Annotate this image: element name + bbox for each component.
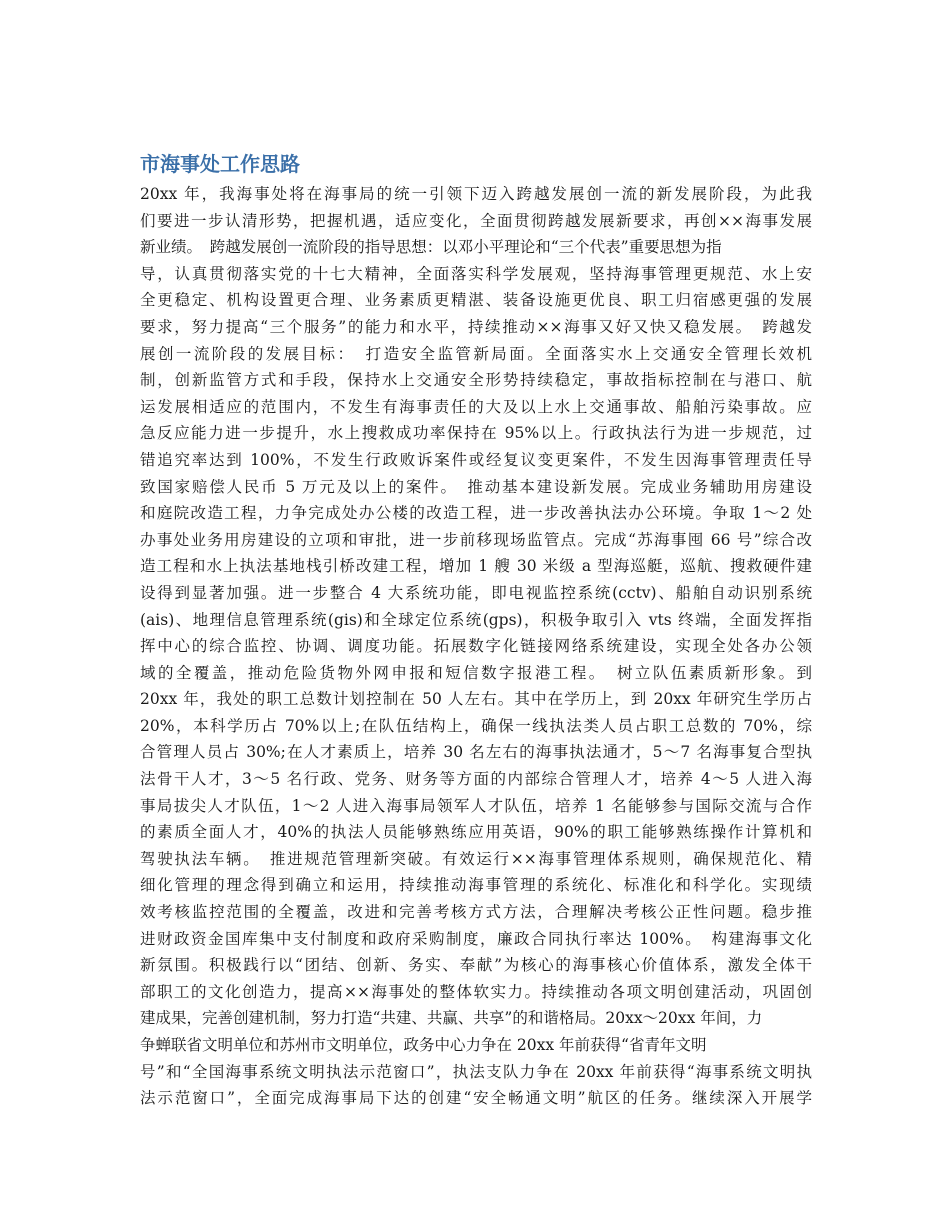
- body-line: 合管理人员占 30%;在人才素质上，培养 30 名左右的海事执法通才，5～7 名海事复合型执: [140, 743, 812, 762]
- body-line: 建成果，完善创建机制，努力打造“共建、共赢、共享”的和谐格局。20xx～20xx 年间，力: [140, 1009, 763, 1028]
- body-line: 事局拔尖人才队伍，1～2 人进入海事局领军人才队伍，培养 1 名能够参与国际交流与合作: [140, 796, 812, 815]
- body-line: 进财政资金国库集中支付制度和政府采购制度，廉政合同执行率达 100%。 构建海事文化: [140, 929, 812, 948]
- body-line: 新业绩。 跨越发展创一流阶段的指导思想：以邓小平理论和“三个代表”重要思想为指: [140, 238, 722, 257]
- body-line: 号”和“全国海事系统文明执法示范窗口”，执法支队力争在 20xx 年前获得“海事系统文明执: [140, 1062, 812, 1081]
- body-line: 的素质全面人才，40%的执法人员能够熟练应用英语，90%的职工能够熟练操作计算机和: [140, 823, 812, 842]
- body-line: 20xx 年，我处的职工总数计划控制在 50 人左右。其中在学历上，到 20xx 年研究生学历占: [140, 690, 812, 709]
- body-line: 造工程和水上执法基地栈引桥改建工程，增加 1 艘 30 米级 a 型海巡艇，巡航、搜救硬件建: [140, 557, 812, 576]
- body-line: 域的全覆盖，推动危险货物外网申报和短信数字报港工程。 树立队伍素质新形象。到: [140, 663, 812, 682]
- body-line: 细化管理的理念得到确立和运用，持续推动海事管理的系统化、标准化和科学化。实现绩: [140, 876, 812, 895]
- body-line: 们要进一步认清形势，把握机遇，适应变化，全面贯彻跨越发展新要求，再创××海事发展: [140, 211, 812, 230]
- body-line: 全更稳定、机构设置更合理、业务素质更精湛、装备设施更优良、职工归宿感更强的发展: [140, 291, 812, 310]
- body-line: 和庭院改造工程，力争完成处办公楼的改造工程，进一步改善执法办公环境。争取 1～2 处: [140, 504, 812, 523]
- body-line: 争蝉联省文明单位和苏州市文明单位，政务中心力争在 20xx 年前获得“省青年文明: [140, 1036, 707, 1054]
- body-line: 错追究率达到 100%，不发生行政败诉案件或经复议变更案件，不发生因海事管理责任导: [140, 450, 812, 469]
- body-line: 运发展相适应的范围内，不发生有海事责任的大及以上水上交通事故、船舶污染事故。应: [140, 397, 812, 416]
- body-line: 要求，努力提高“三个服务”的能力和水平，持续推动××海事又好又快又稳发展。 跨越发: [140, 317, 812, 336]
- body-line: 导，认真贯彻落实党的十七大精神，全面落实科学发展观，坚持海事管理更规范、水上安: [140, 264, 812, 283]
- body-line: 部职工的文化创造力，提高××海事处的整体软实力。持续推动各项文明创建活动，巩固创: [140, 982, 812, 1001]
- body-line: 展创一流阶段的发展目标： 打造安全监管新局面。全面落实水上交通安全管理长效机: [140, 344, 812, 363]
- body-line: 挥中心的综合监控、协调、调度功能。拓展数字化链接网络系统建设，实现全处各办公领: [140, 637, 812, 656]
- body-line: 办事处业务用房建设的立项和审批，进一步前移现场监管点。完成“苏海事囤 66 号”综合改: [140, 530, 812, 549]
- body-line: 设得到显著加强。进一步整合 4 大系统功能，即电视监控系统(cctv)、船舶自动识别系统: [140, 583, 812, 602]
- body-line: 20%，本科学历占 70%以上;在队伍结构上，确保一线执法类人员占职工总数的 70%，综: [140, 716, 812, 735]
- body-line: 新氛围。积极践行以“团结、创新、务实、奉献”为核心的海事核心价值体系，激发全体干: [140, 956, 812, 975]
- body-line: 驾驶执法车辆。 推进规范管理新突破。有效运行××海事管理体系规则，确保规范化、精: [140, 849, 812, 868]
- document-body: [140, 181, 812, 1112]
- body-line: 法示范窗口”，全面完成海事局下达的创建“安全畅通文明”航区的任务。继续深入开展学: [140, 1089, 812, 1108]
- body-line: 20xx 年，我海事处将在海事局的统一引领下迈入跨越发展创一流的新发展阶段，为此我: [140, 185, 812, 203]
- body-line: 效考核监控范围的全覆盖，改进和完善考核方式方法，合理解决考核公正性问题。稳步推: [140, 903, 812, 922]
- body-line: (ais)、地理信息管理系统(gis)和全球定位系统(gps)，积极争取引入 vts 终端，全面发挥指: [140, 610, 812, 629]
- body-line: 制，创新监管方式和手段，保持水上交通安全形势持续稳定，事故指标控制在与港口、航: [140, 371, 812, 390]
- body-line: 致国家赔偿人民币 5 万元及以上的案件。 推动基本建设新发展。完成业务辅助用房建设: [140, 477, 812, 496]
- document-title: 市海事处工作思路: [140, 152, 300, 176]
- body-line: 急反应能力进一步提升，水上搜救成功率保持在 95%以上。行政执法行为进一步规范，过: [140, 424, 812, 443]
- body-line: 法骨干人才，3～5 名行政、党务、财务等方面的内部综合管理人才，培养 4～5 人进入海: [140, 770, 812, 789]
